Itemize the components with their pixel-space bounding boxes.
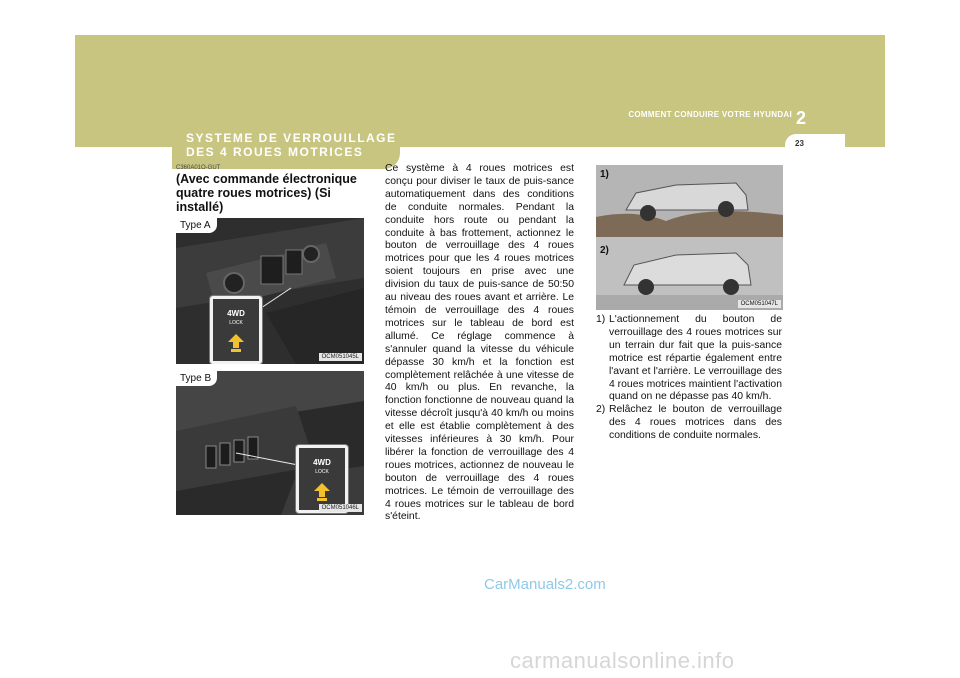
type-b-button-subtext: LOCK (315, 469, 329, 475)
section-title (186, 131, 397, 159)
type-a-photo (176, 218, 364, 364)
section-title-line1: SYSTEME DE VERROUILLAGE (186, 131, 397, 145)
list-item-number: 2) (596, 404, 606, 416)
section-code: C360A01O-GUT (176, 165, 221, 171)
list-item (596, 404, 782, 443)
type-b-4wd-lock-button (296, 445, 348, 513)
footer-watermark: carmanualsonline.info (510, 648, 735, 673)
numbered-list (596, 314, 782, 443)
type-a-button-text: 4WD (227, 309, 245, 318)
page-number: 23 (795, 139, 804, 148)
chapter-title: COMMENT CONDUIRE VOTRE HYUNDAI (628, 110, 792, 119)
type-a-dashboard-illustration (176, 218, 364, 364)
type-a-caption: OCM051045L (319, 353, 362, 361)
page-number-tab (785, 134, 845, 156)
list-item (596, 314, 782, 404)
vehicle-label-2: 2) (600, 245, 609, 256)
vehicle-label-1: 1) (600, 169, 609, 180)
lock-indicator-icon (314, 483, 330, 501)
vehicles-caption: OCM051047L (738, 300, 781, 308)
section-subheading: (Avec commande électronique quatre roues motrices) (Si installé) (176, 172, 357, 214)
section-title-line2: DES 4 ROUES MOTRICES (186, 145, 364, 159)
type-b-button-text: 4WD (313, 458, 331, 467)
lock-indicator-icon (228, 334, 244, 352)
type-b-caption: OCM051046L (319, 504, 362, 512)
suv-illustration (596, 165, 783, 310)
chapter-number: 2 (795, 108, 806, 128)
type-a-button-subtext: LOCK (229, 320, 243, 326)
vehicles-figure (596, 165, 783, 310)
type-b-label: Type B (176, 371, 217, 386)
list-item-number: 1) (596, 314, 606, 325)
watermark-link[interactable]: CarManuals2.com (484, 576, 606, 593)
list-item-text: L'actionnement du bouton de verrouillage des 4 roues motrices sur un terrain dur fait que la puis-sance motrice est répartie également entre l'avant et l'arrière. Le verrouillage des 4 roues motrices maintient l'activation quand on ne dépasse pas 40 km/h. (609, 314, 782, 403)
list-item-text: Relâchez le bouton de verrouillage des 4 roues motrices dans des conditions de conduite normales. (609, 404, 782, 442)
body-text: Ce système à 4 roues motrices est conçu pour diviser le taux de puis-sance automatiquement dans des conditions de conduite normales. Pendant la conduite hors route ou pendant la conduite à bas frottement, actionnez le bouton de verrouillage des 4 roues motrices pour que les 4 roues motrices soient toujours en prise avec une division du taux de puis-sance de 50:50 au niveau des roues avant et arrière. Le témoin de verrouillage des 4 roues motrices sur le tableau de bord est allumé. Ce réglage commence à s'annuler quand la vitesse du véhicule dépasse 30 km/h et la fonction est complètement relâchée à une vitesse de 40 km/h ou plus. En revanche, la fonction fonctionne de nouveau quand la vitesse décroît jusqu'à 40 km/h ou moins et elle est établie complètement à des vitesses inférieures à 30 km/h. Pour libérer la fonction de verrouillage des 4 roues motrices, actionnez de nouveau le bouton de verrouillage des 4 roues motrices. Le témoin de verrouillage des 4 roues motrices sur le tableau de bord s'éteint. (385, 163, 574, 523)
type-b-photo (176, 371, 364, 515)
type-a-4wd-lock-button (210, 296, 262, 364)
type-a-label: Type A (176, 218, 217, 233)
